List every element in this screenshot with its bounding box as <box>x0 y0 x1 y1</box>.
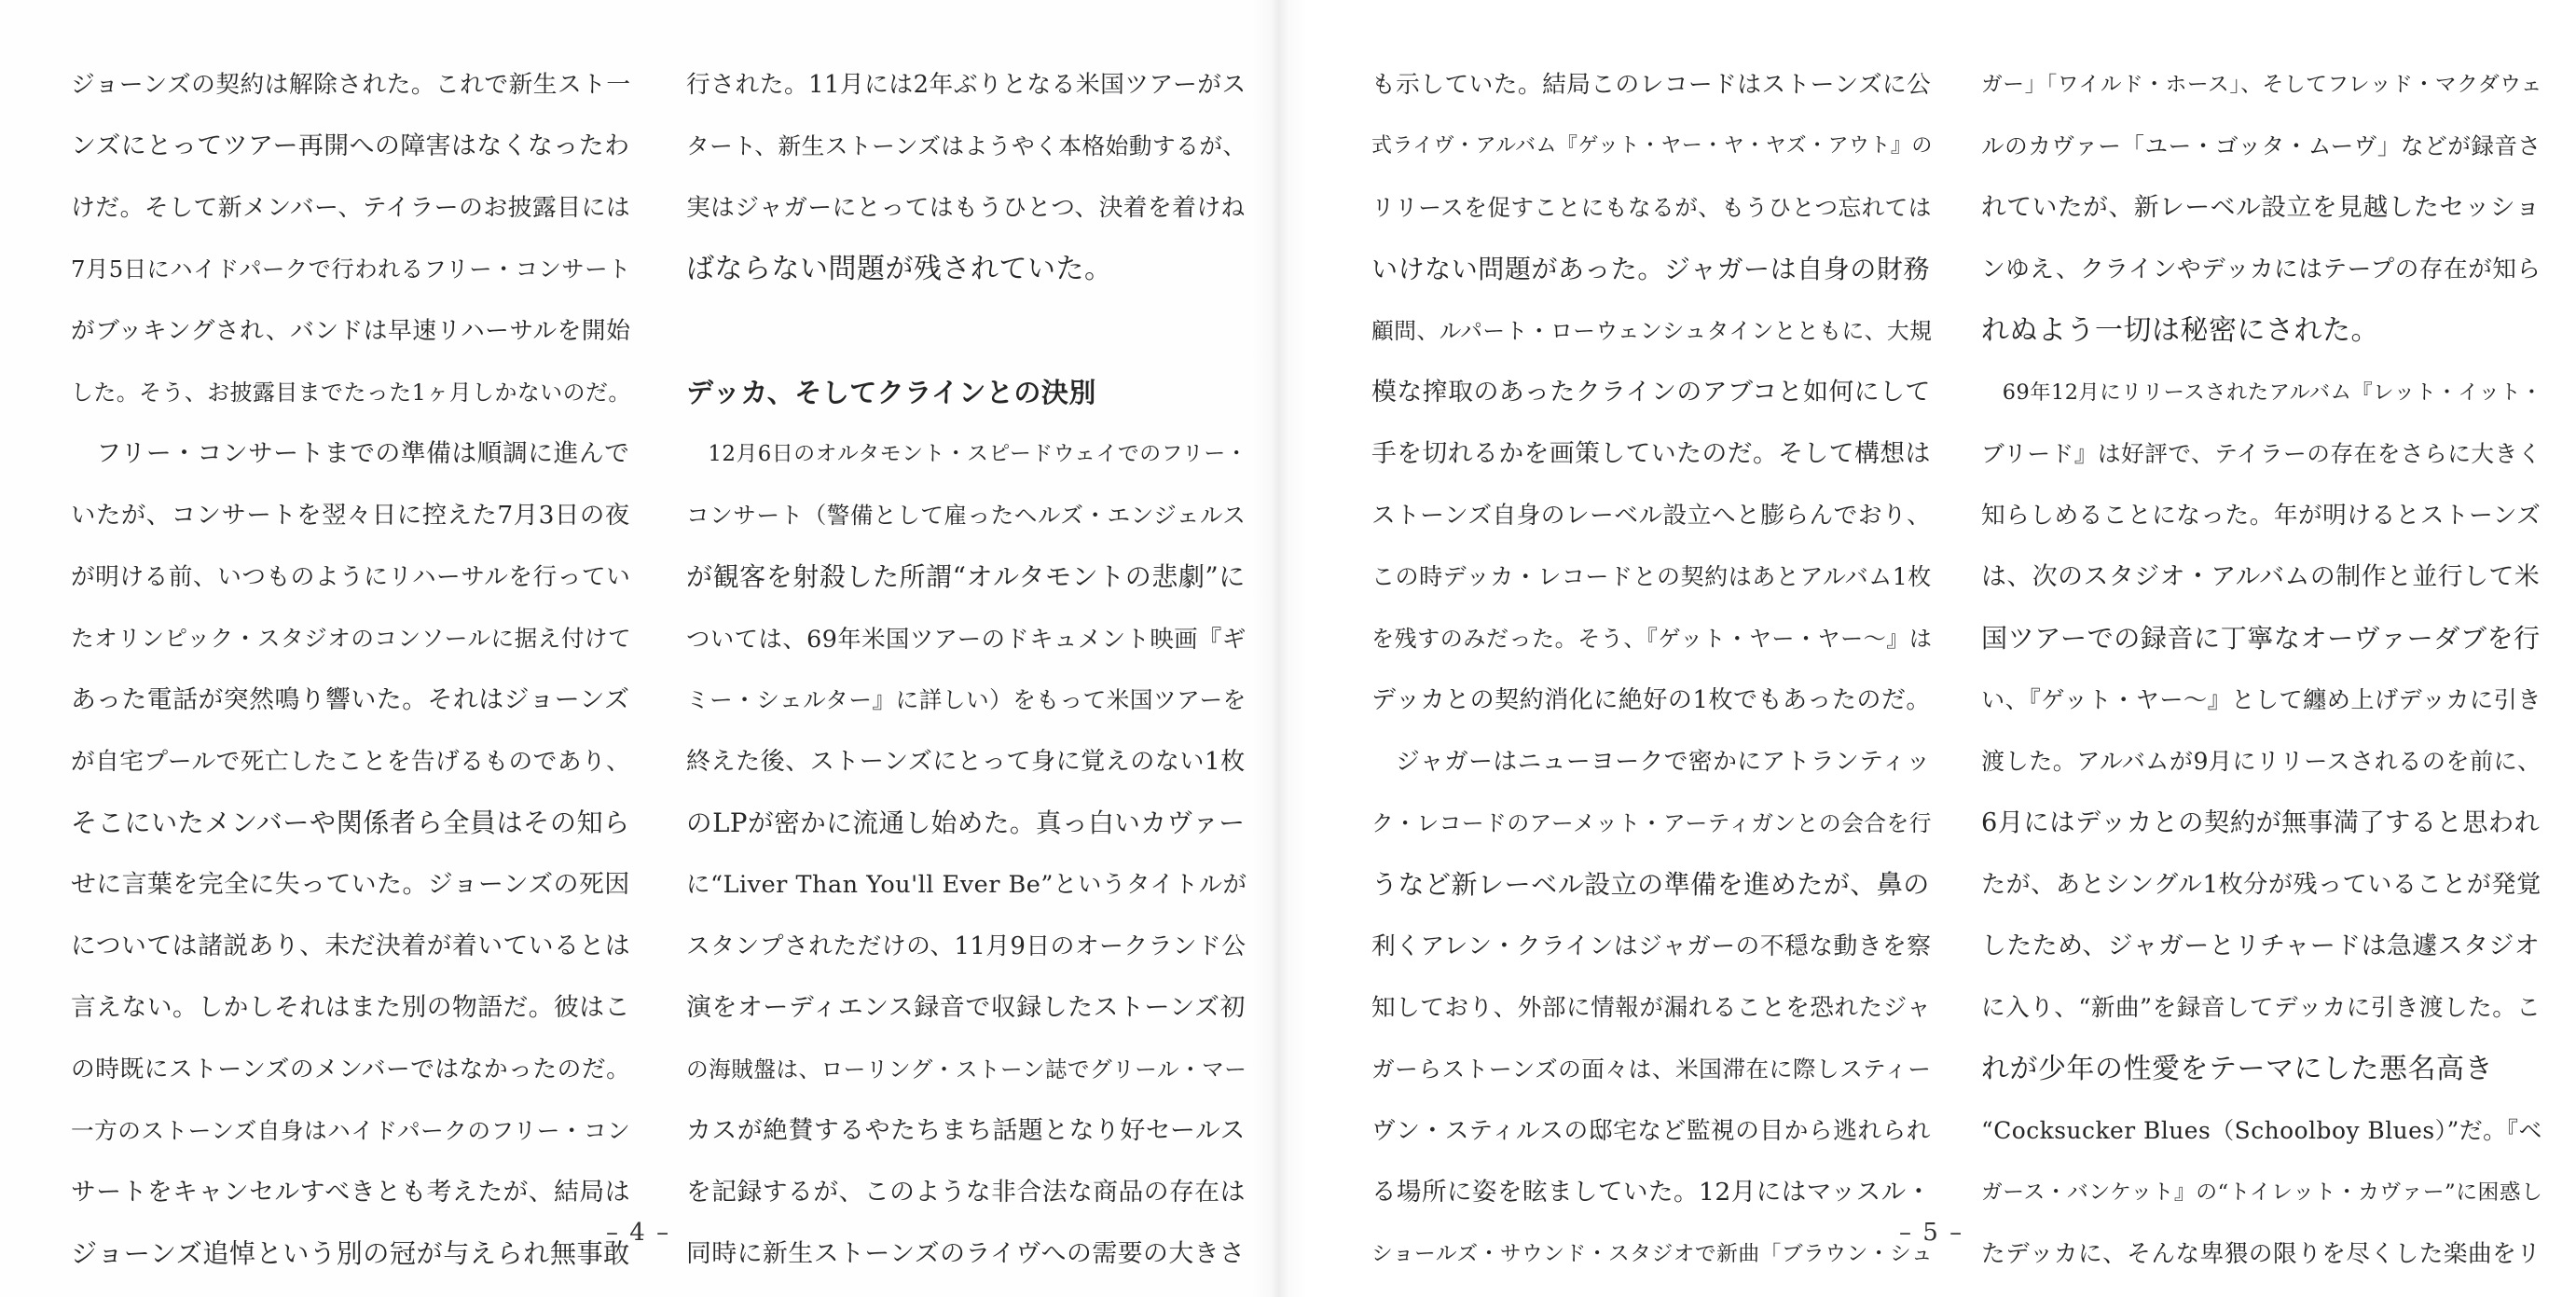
text-line: 言えない。しかしそれはまた別の物語だ。彼はこ <box>71 993 630 1022</box>
text-line: のLPが密かに流通し始めた。真っ白いカヴァー <box>686 807 1246 838</box>
text-line: いけない問題があった。ジャガーは自身の財務 <box>1371 254 1930 284</box>
text-line: “Cocksucker Blues（Schoolboy Blues）”だ。『ベ <box>1981 1117 2542 1144</box>
text-line: ショールズ・サウンド・スタジオで新曲「ブラウン・シュ <box>1371 1242 1934 1266</box>
text-line: ミー・シェルター』に詳しい）をもって米国ツアーを <box>686 686 1247 713</box>
text-line: が自宅プールで死亡したことを告げるものであり、 <box>71 748 631 776</box>
text-line: せに言葉を完全に失っていた。ジョーンズの死因 <box>71 870 630 899</box>
text-line: ルのカヴァー「ユー・ゴッタ・ムーヴ」などが録音さ <box>1981 132 2542 159</box>
text-line: この時デッカ・レコードとの契約はあとアルバム1枚 <box>1371 563 1932 590</box>
text-line: 12月6日のオルタモント・スピードウェイでのフリー・ <box>686 442 1248 466</box>
text-line: 終えた後、ストーンズにとって身に覚えのない1枚 <box>686 748 1246 776</box>
left-column-2 <box>686 54 1250 1285</box>
text-line: リリースを促すことにもなるが、もうひとつ忘れては <box>1371 194 1932 221</box>
blank-line <box>686 300 1250 362</box>
text-line: フリー・コンサートまでの準備は順調に進んで <box>71 439 630 468</box>
text-line: ストーンズ自身のレーベル設立へと膨らんでおり、 <box>1371 502 1932 530</box>
text-line: ヴン・スティルスの邸宅など監視の目から逃れられ <box>1371 1117 1932 1145</box>
text-line: 同時に新生ストーンズのライヴへの需要の大きさ <box>686 1239 1246 1268</box>
left-column-1 <box>71 54 635 1285</box>
text-line: 7月5日にハイドパークで行われるフリー・コンサート <box>71 255 631 283</box>
text-line: カスが絶賛するやたちまち話題となり好セールス <box>686 1116 1246 1145</box>
text-line: 模な搾取のあったクラインのアブコと如何にして <box>1371 378 1931 407</box>
section-heading: デッカ、そしてクラインとの決別 <box>686 377 1096 408</box>
text-line: 手を切れるかを画策していたのだ。そして構想は <box>1371 439 1931 468</box>
text-line: ンズにとってツアー再開への障害はなくなったわ <box>71 131 630 160</box>
text-line: 顧問、ルパート・ローウェンシュタインとともに、大規 <box>1371 318 1933 344</box>
text-line: 知しており、外部に情報が漏れることを恐れたジャ <box>1371 994 1932 1022</box>
page-left <box>0 0 1279 1297</box>
text-line: ガーらストーンズの面々は、米国滞在に際しスティー <box>1371 1056 1932 1083</box>
text-line: 利くアレン・クラインはジャガーの不穏な動きを察 <box>1371 932 1932 960</box>
text-line: タート、新生ストーンズはようやく本格始動するが、 <box>686 132 1247 159</box>
text-line: コンサート（警備として雇ったヘルズ・エンジェルス <box>686 502 1247 529</box>
page-number-left: – 4 – <box>606 1219 671 1247</box>
text-line: が観客を射殺した所謂“オルタモントの悲劇”に <box>686 561 1246 592</box>
text-line: ついては、69年米国ツアーのドキュメント映画『ギ <box>686 625 1247 653</box>
text-line: も示していた。結局このレコードはストーンズに公 <box>1371 71 1932 99</box>
text-line: たが、あとシングル1枚分が残っていることが発覚 <box>1981 871 2542 899</box>
text-line: たオリンピック・スタジオのコンソールに据え付けて <box>71 625 632 652</box>
text-line: の時既にストーンズのメンバーではなかったのだ。 <box>71 1056 631 1083</box>
text-line: ンゆえ、クラインやデッカにはテープの存在が知ら <box>1981 255 2542 283</box>
text-line: 6月にはデッカとの契約が無事満了すると思われ <box>1981 808 2541 837</box>
text-line: そこにいたメンバーや関係者ら全員はその知ら <box>71 807 630 838</box>
text-line: スタンプされただけの、11月9日のオークランド公 <box>686 932 1247 960</box>
text-line: 行された。11月には2年ぶりとなる米国ツアーがス <box>686 71 1247 99</box>
text-line: れぬよう一切は秘密にされた。 <box>1981 314 2379 347</box>
text-line: を記録するが、このような非合法な商品の存在は <box>686 1178 1246 1207</box>
text-line: うなど新レーベル設立の準備を進めたが、鼻の <box>1371 869 1930 900</box>
text-line: ばならない問題が残されていた。 <box>686 253 1113 285</box>
text-line: ジャガーはニューヨークで密かにアトランティッ <box>1371 748 1931 776</box>
text-line: サートをキャンセルすべきとも考えたが、結局は <box>71 1178 630 1207</box>
text-line: については諸説あり、未だ決着が着いているとは <box>71 931 630 960</box>
text-line: けだ。そして新メンバー、テイラーのお披露目には <box>71 194 631 222</box>
text-line: ブリード』は好評で、テイラーの存在をさらに大きく <box>1981 440 2542 467</box>
text-line: る場所に姿を眩ましていた。12月にはマッスル・ <box>1371 1178 1932 1207</box>
text-line: 知らしめることになった。年が明けるとストーンズ <box>1981 502 2542 530</box>
text-line: は、次のスタジオ・アルバムの制作と並行して米 <box>1981 562 2541 591</box>
text-line: れていたが、新レーベル設立を見越したセッショ <box>1981 193 2541 222</box>
text-line: 渡した。アルバムが9月にリリースされるのを前に、 <box>1981 748 2542 775</box>
text-line: れが少年の性愛をテーマにした悪名高き <box>1981 1053 2493 1085</box>
text-line: 69年12月にリリースされたアルバム『レット・イット・ <box>1981 380 2543 405</box>
page-number-right: – 5 – <box>1899 1219 1964 1247</box>
text-line: ガース・バンケット』の“トイレット・カヴァー”に困惑し <box>1981 1180 2543 1205</box>
text-line: ガー」「ワイルド・ホース」、そしてフレッド・マクダウェ <box>1981 73 2542 97</box>
text-line: を残すのみだった。そう、『ゲット・ヤー・ヤー〜』は <box>1371 626 1933 652</box>
text-line: したため、ジャガーとリチャードは急遽スタジオ <box>1981 931 2541 960</box>
book-gutter-shadow <box>1251 0 1307 1297</box>
text-line: に入り、“新曲”を録音してデッカに引き渡した。こ <box>1981 994 2542 1022</box>
text-line: 一方のストーンズ自身はハイドパークのフリー・コン <box>71 1117 631 1144</box>
text-line: あった電話が突然鳴り響いた。それはジョーンズ <box>71 685 630 714</box>
page-right <box>1279 0 2576 1297</box>
text-line: デッカとの契約消化に絶好の1枚でもあったのだ。 <box>1371 686 1931 714</box>
text-line: たデッカに、そんな卑猥の限りを尽くした楽曲をリ <box>1981 1240 2542 1268</box>
text-line: 式ライヴ・アルバム『ゲット・ヤー・ヤ・ヤズ・アウト』の <box>1371 134 1933 158</box>
text-line: の海賊盤は、ローリング・ストーン誌でグリール・マー <box>686 1056 1247 1083</box>
right-column-1 <box>1371 54 1935 1285</box>
text-line: 国ツアーでの録音に丁寧なオーヴァーダブを行 <box>1981 623 2541 654</box>
text-line: い、『ゲット・ヤー〜』として纏め上げデッカに引き <box>1981 686 2542 713</box>
text-line: ジョーンズ追悼という別の冠が与えられ無事敢 <box>71 1238 630 1269</box>
text-line: に“Liver Than You'll Ever Be”というタイトルが <box>686 871 1247 899</box>
text-line: 演をオーディエンス録音で収録したストーンズ初 <box>686 993 1246 1022</box>
text-line: いたが、コンサートを翌々日に控えた7月3日の夜 <box>71 501 630 530</box>
text-line: がブッキングされ、バンドは早速リハーサルを開始 <box>71 317 631 345</box>
text-line: した。そう、お披露目までたった1ヶ月しかないのだ。 <box>71 379 631 406</box>
text-line: が明ける前、いつものようにリハーサルを行ってい <box>71 563 631 591</box>
right-column-2 <box>1981 54 2545 1285</box>
text-line: ジョーンズの契約は解除された。これで新生スト一 <box>71 71 631 99</box>
text-line: ク・レコードのアーメット・アーティガンとの会合を行 <box>1371 810 1932 836</box>
text-line: 実はジャガーにとってはもうひとつ、決着を着けね <box>686 194 1246 222</box>
